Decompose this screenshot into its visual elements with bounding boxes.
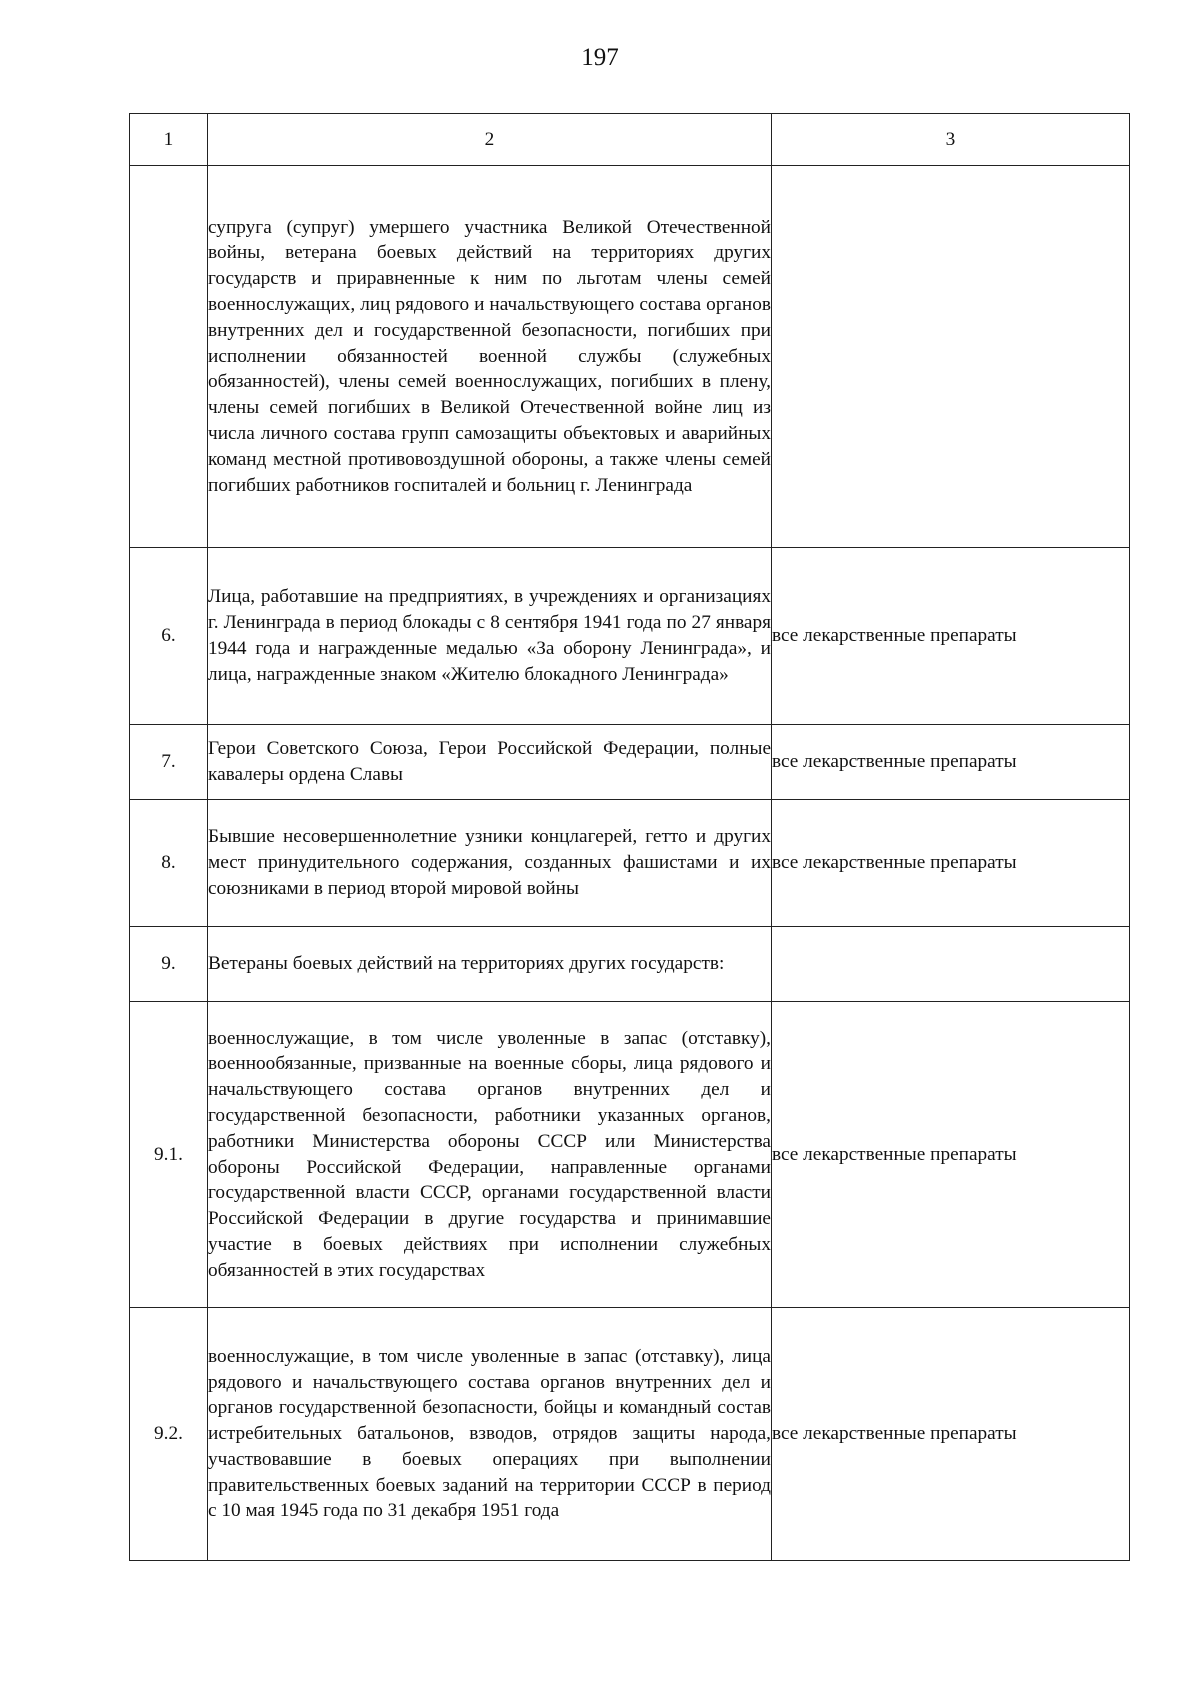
table-row [130, 800, 1130, 927]
benefits-table [129, 113, 1130, 1561]
row-description: военнослужащие, в том числе уволенные в запас (отставку), лица рядового и начальствующего состава органов внутренних дел и органов государственной безопасности, бойцы и командный состав истребительных батальонов, взводов, отрядов защиты народа, участвовавшие в боевых операциях при выполнении правительственных боевых заданий на территории СССР в период с 10 мая 1945 года по 31 декабря 1951 года [208, 1308, 772, 1561]
row-number: 7. [130, 725, 208, 800]
table-row [130, 166, 1130, 548]
table-row [130, 927, 1130, 1002]
row-benefit: все лекарственные препараты [772, 548, 1130, 725]
table-header-row [130, 114, 1130, 166]
row-benefit: все лекарственные препараты [772, 1308, 1130, 1561]
row-description: супруга (супруг) умершего участника Великой Отечественной войны, ветерана боевых действий на территориях других государств и приравненные к ним по льготам члены семей военнослужащих, лиц рядового и начальствующего состава органов внутренних дел и государственной безопасности, погибших при исполнении обязанностей военной службы (служебных обязанностей), члены семей военнослужащих, погибших в плену, члены семей погибших в Великой Отечественной войне лиц из числа личного состава групп самозащиты объектовых и аварийных команд местной противовоздушной обороны, а также члены семей погибших работников госпиталей и больниц г. Ленинграда [208, 166, 772, 548]
row-number: 9.2. [130, 1308, 208, 1561]
column-header: 2 [208, 114, 772, 166]
row-description: Герои Советского Союза, Герои Российской Федерации, полные кавалеры ордена Славы [208, 725, 772, 800]
row-number: 9.1. [130, 1002, 208, 1308]
page-number: 197 [581, 44, 619, 71]
row-benefit [772, 927, 1130, 1002]
table-row [130, 725, 1130, 800]
row-number: 8. [130, 800, 208, 927]
row-benefit [772, 166, 1130, 548]
table-row [130, 548, 1130, 725]
row-number [130, 166, 208, 548]
table-row [130, 1002, 1130, 1308]
row-number: 6. [130, 548, 208, 725]
row-description: Бывшие несовершеннолетние узники концлагерей, гетто и других мест принудительного содержания, созданных фашистами и их союзниками в период второй мировой войны [208, 800, 772, 927]
column-header: 1 [130, 114, 208, 166]
row-benefit: все лекарственные препараты [772, 725, 1130, 800]
row-description: Лица, работавшие на предприятиях, в учреждениях и организациях г. Ленинграда в период блокады с 8 сентября 1941 года по 27 января 1944 года и награжденные медалью «За оборону Ленинграда», и лица, награжденные знаком «Жителю блокадного Ленинграда» [208, 548, 772, 725]
row-number: 9. [130, 927, 208, 1002]
row-description: военнослужащие, в том числе уволенные в запас (отставку), военнообязанные, призванные на военные сборы, лица рядового и начальствующего состава органов внутренних дел и государственной безопасности, работники указанных органов, работники Министерства обороны СССР или Министерства обороны Российской Федерации, направленные органами государственной власти СССР, органами государственной власти Российской Федерации в другие государства и принимавшие участие в боевых действиях при исполнении служебных обязанностей в этих государствах [208, 1002, 772, 1308]
column-header: 3 [772, 114, 1130, 166]
row-benefit: все лекарственные препараты [772, 800, 1130, 927]
table-row [130, 1308, 1130, 1561]
row-benefit: все лекарственные препараты [772, 1002, 1130, 1308]
row-description: Ветераны боевых действий на территориях других государств: [208, 927, 772, 1002]
